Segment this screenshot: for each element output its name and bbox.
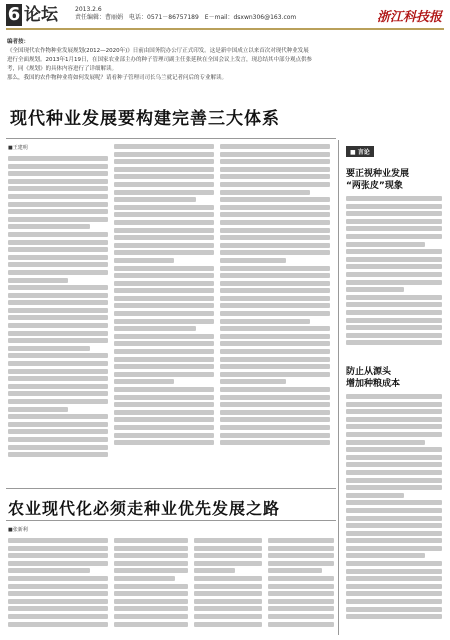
editor-note (7, 38, 443, 83)
sidebar-divider (338, 140, 339, 635)
sidebar-title-1-line: 要正视种业发展 (346, 169, 410, 179)
section-title: 论坛 (24, 5, 58, 25)
sidebar-tag: ■ 言论 (346, 146, 374, 157)
article2-column-3 (194, 538, 262, 636)
editor-note-line: 那么，我国的农作物种业将如何发展呢？请看种子管理司司长乌兰就记者问后的专业解读。 (7, 75, 228, 81)
header-editor: 责任编辑：曹丽娟 电话：0571－86757189 E－mail：dsxwn306@163.com (75, 14, 297, 21)
article2-byline: ■张新利 (8, 527, 28, 533)
page-number: 6 (7, 4, 21, 25)
editor-note-label: 编者按： (7, 39, 30, 45)
sidebar-title-2-line: 增加种粮成本 (346, 379, 401, 389)
masthead-logo: 浙江科技报 (376, 10, 442, 25)
sidebar-title-2-line: 防止从源头 (346, 367, 392, 377)
sidebar-title-2 (346, 366, 442, 390)
sidebar-column-2 (346, 394, 442, 634)
sidebar-column-1 (346, 196, 442, 361)
article2-headline: 农业现代化必须走种业优先发展之路 (8, 499, 281, 518)
sidebar-title-1 (346, 168, 442, 192)
sidebar-title-1-line: “两张皮”现象 (346, 181, 403, 191)
article2-top-rule (6, 488, 336, 489)
header-meta (75, 6, 296, 22)
editor-note-line: 考，同《规划》的具体内容进行了详细解读。 (7, 66, 118, 72)
article1-column-2 (114, 144, 214, 486)
article2-column-1 (8, 538, 108, 636)
header-rule (6, 28, 444, 30)
header-date: 2013.2.6 (75, 6, 102, 13)
article1-headline: 现代种业发展要构建完善三大体系 (10, 109, 280, 129)
article2-rule (6, 520, 336, 521)
article1-column-1 (8, 156, 108, 486)
article1-rule (6, 138, 336, 139)
article2-column-2 (114, 538, 188, 636)
editor-note-line: 进行全面规划。2013年1月19日，在国家农业部主办的种子管理司副主任张延秋在全国会议上发言，现总结其中部分观点供参 (7, 57, 312, 63)
article2-column-4 (268, 538, 334, 636)
editor-note-line: 《全国现代农作物种业发展规划(2012—2020年)》日前由国务院办公厅正式印发。这是新中国成立以来首次对现代种业发展 (7, 48, 309, 54)
article1-byline: ■王建明 (8, 145, 28, 151)
article1-column-3 (220, 144, 330, 486)
